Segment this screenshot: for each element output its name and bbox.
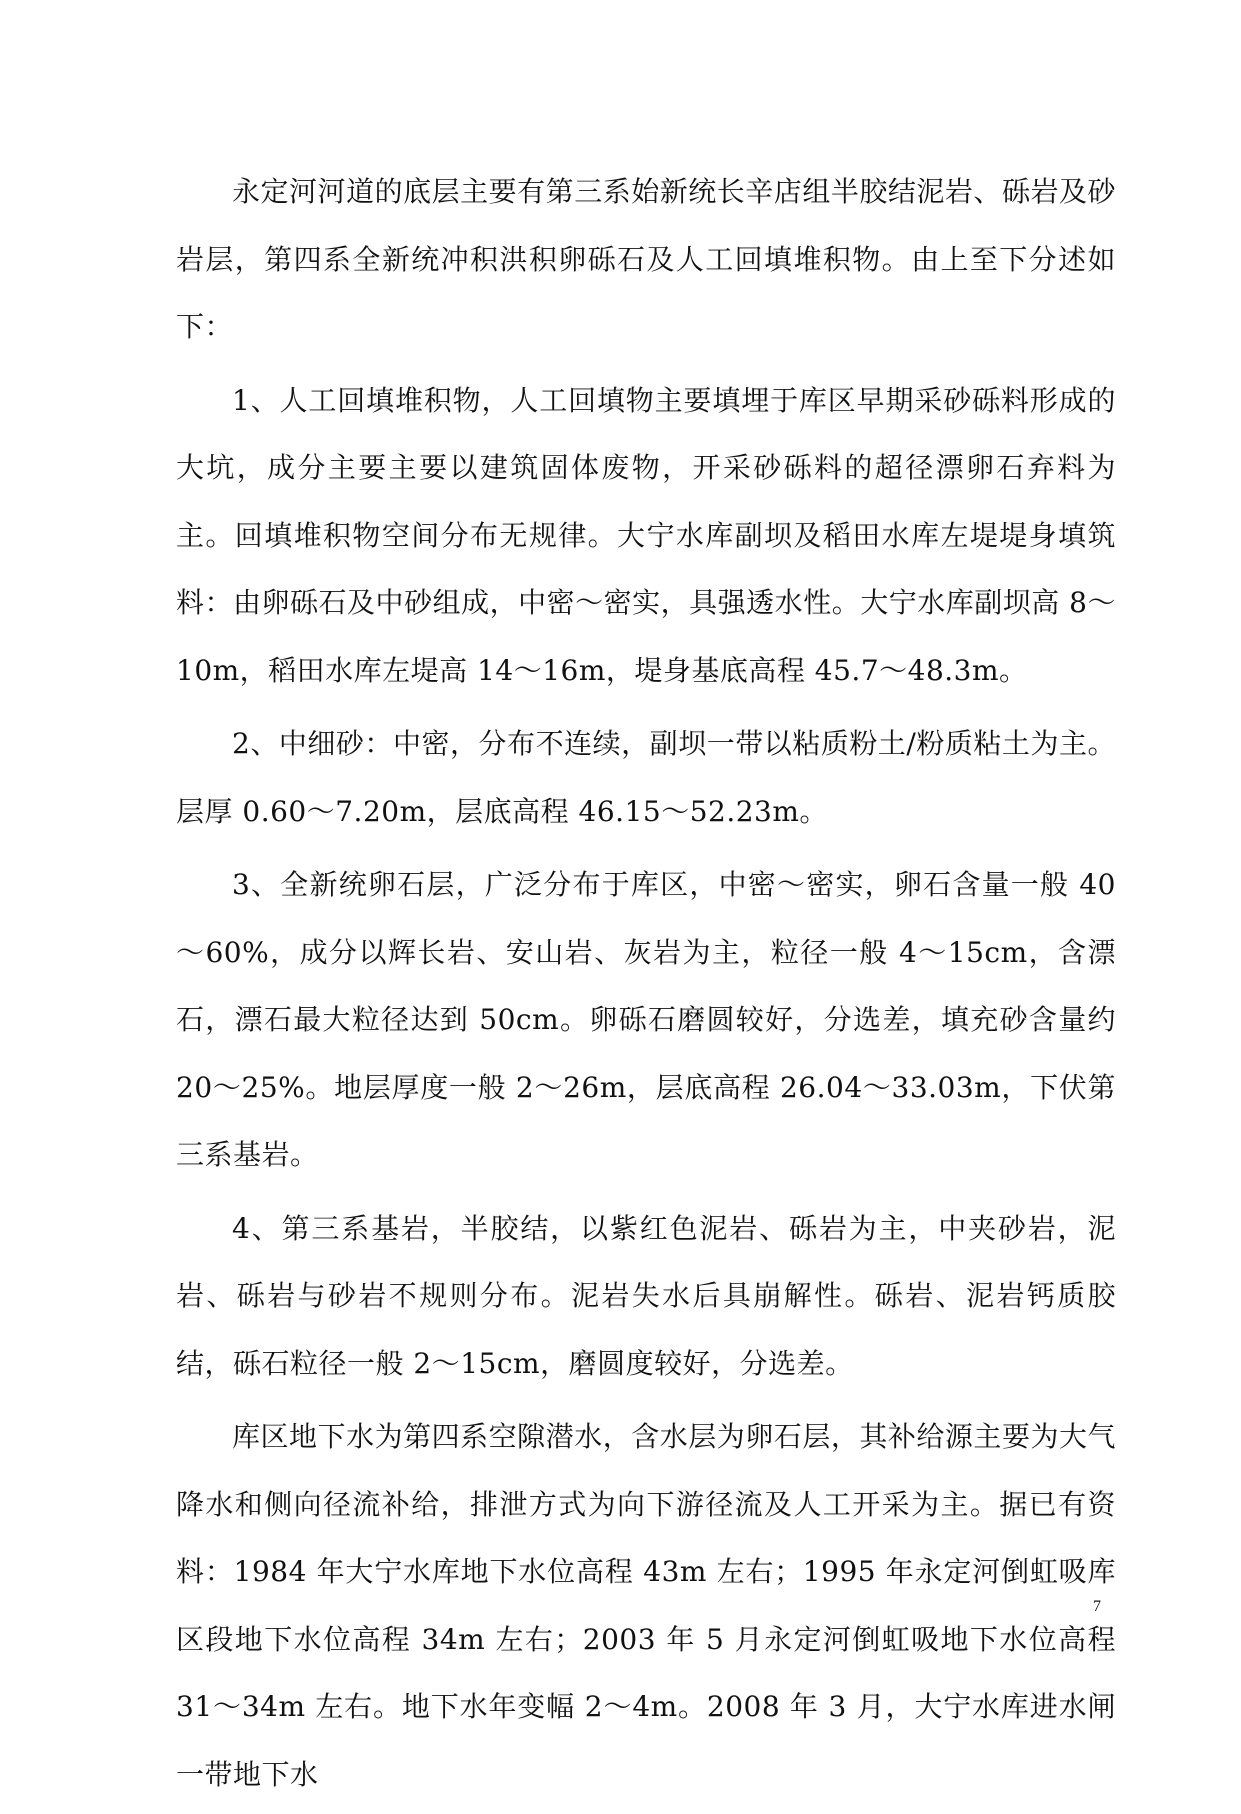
paragraph-intro: 永定河河道的底层主要有第三系始新统长辛店组半胶结泥岩、砾岩及砂岩层，第四系全新统冲积洪积卵砾石及人工回填堆积物。由上至下分述如下： xyxy=(176,175,1116,343)
paragraph-item-3: 3、全新统卵石层，广泛分布于库区，中密～密实，卵石含量一般 40～60%，成分以辉长岩、安山岩、灰岩为主，粒径一般 4～15cm，含漂石，漂石最大粒径达到 50cm。卵砾石磨圆较好，分选差，填充砂含量约 20～25%。地层厚度一般 2～26m，层底高程 26.04～33.03m，下伏第三系基岩。 xyxy=(176,868,1116,1171)
paragraph-item-1: 1、人工回填堆积物，人工回填物主要填埋于库区早期采砂砾料形成的大坑，成分主要主要以建筑固体废物，开采砂砾料的超径漂卵石弃料为主。回填堆积物空间分布无规律。大宁水库副坝及稻田水库左堤堤身填筑料：由卵砾石及中砂组成，中密～密实，具强透水性。大宁水库副坝高 8～10m，稻田水库左堤高 14～16m，堤身基底高程 45.7～48.3m。 xyxy=(176,383,1116,687)
paragraph-groundwater: 库区地下水为第四系空隙潜水，含水层为卵石层，其补给源主要为大气降水和侧向径流补给，排泄方式为向下游径流及人工开采为主。据已有资料：1984 年大宁水库地下水位高程 43m 左右；1995 年永定河倒虹吸库区段地下水位高程 34m 左右；2003 年 5 月永定河倒虹吸地下水位高程 31～34m 左右。地下水年变幅 2～4m。2008 年 3 月，大宁水库进水闸一带地下水 xyxy=(176,1420,1116,1791)
paragraph-item-4: 4、第三系基岩，半胶结，以紫红色泥岩、砾岩为主，中夹砂岩，泥岩、砾岩与砂岩不规则分布。泥岩失水后具崩解性。砾岩、泥岩钙质胶结，砾石粒径一般 2～15cm，磨圆度较好，分选差。 xyxy=(176,1211,1116,1380)
page-number: 7 xyxy=(1093,1598,1101,1615)
body-text xyxy=(176,158,1116,1814)
paragraph-item-2: 2、中细砂：中密，分布不连续，副坝一带以粘质粉土/粉质粘土为主。层厚 0.60～7.20m，层底高程 46.15～52.23m。 xyxy=(176,727,1116,828)
